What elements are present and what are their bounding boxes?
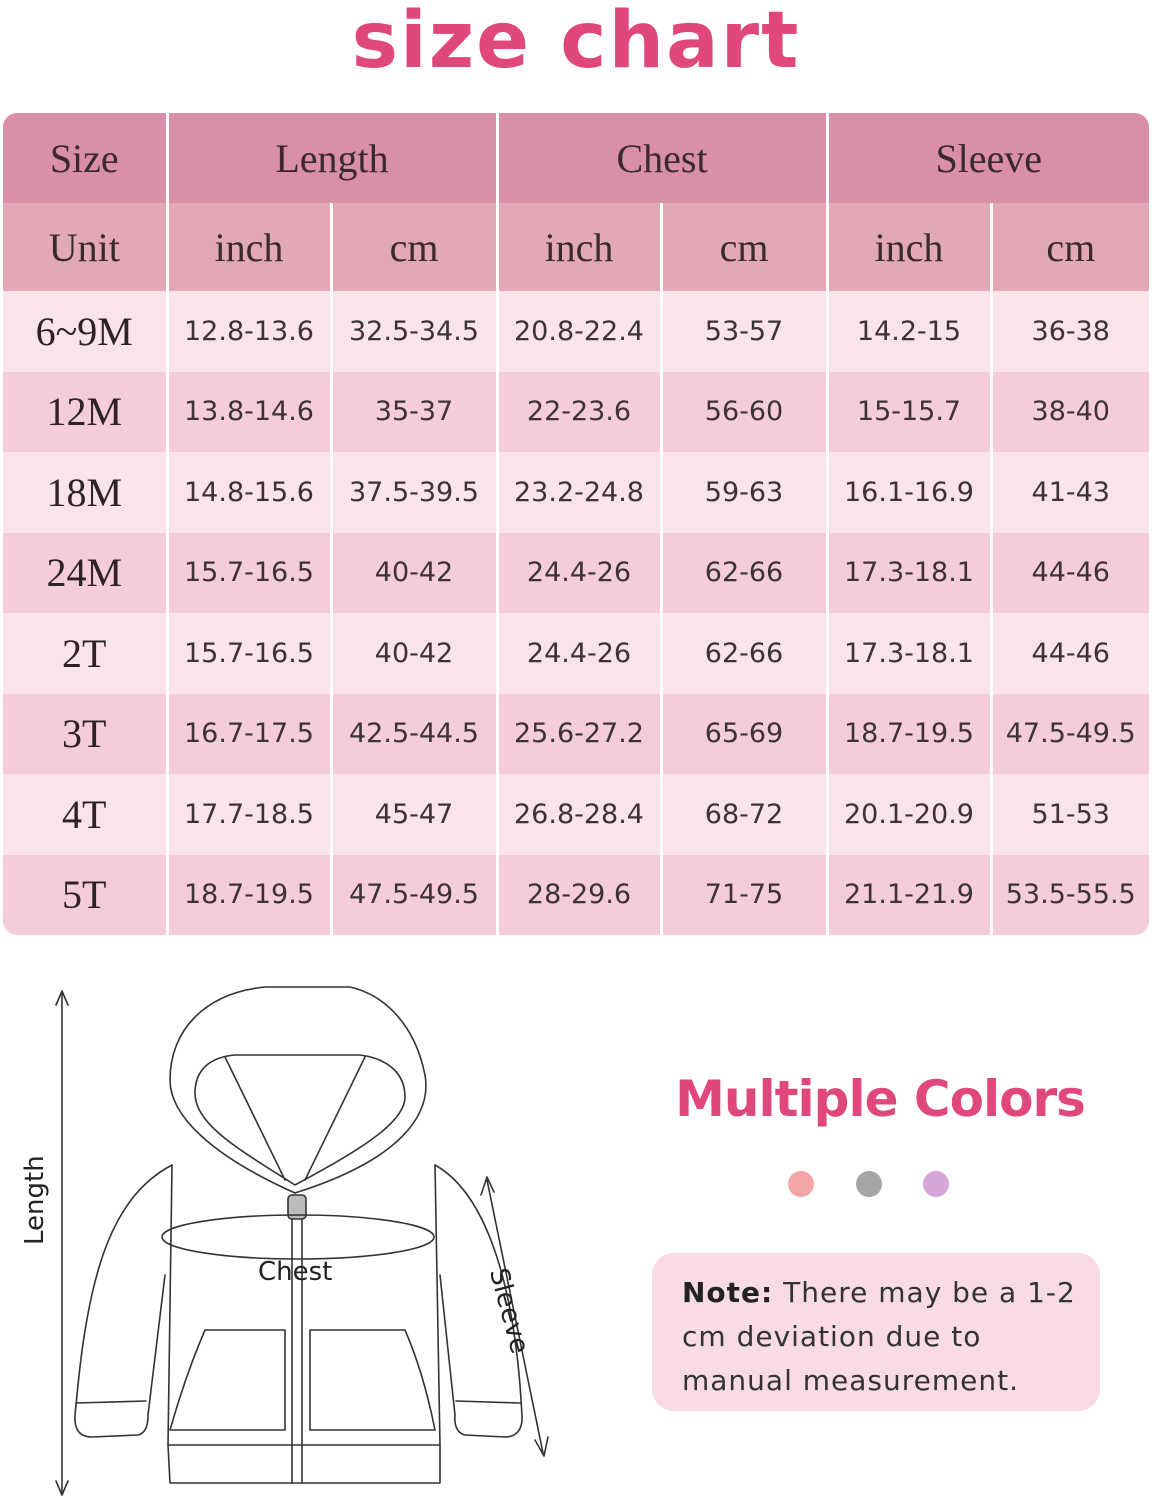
- color-swatch-gray: [856, 1171, 882, 1197]
- table-cell: 12.8-13.6: [167, 291, 331, 372]
- table-row: [3, 774, 1149, 855]
- color-swatch-purple: [923, 1171, 949, 1197]
- table-cell: 36-38: [991, 291, 1149, 372]
- table-cell: 41-43: [991, 452, 1149, 533]
- hoodie-illustration: [20, 975, 580, 1500]
- table-cell: 21.1-21.9: [827, 855, 991, 936]
- table-cell: 56-60: [661, 372, 827, 453]
- table-cell: 24.4-26: [497, 613, 661, 694]
- table-cell: 44-46: [991, 613, 1149, 694]
- table-row: [3, 452, 1149, 533]
- note-text: There may be a 1-2 cm deviation due to manual measurement.: [682, 1276, 1076, 1397]
- table-cell: 16.7-17.5: [167, 694, 331, 775]
- table-cell: 22-23.6: [497, 372, 661, 453]
- unit-row: [3, 203, 1149, 291]
- table-cell: 25.6-27.2: [497, 694, 661, 775]
- table-cell: 51-53: [991, 774, 1149, 855]
- size-cell: 18M: [3, 452, 167, 533]
- table-cell: 62-66: [661, 613, 827, 694]
- table-cell: 47.5-49.5: [331, 855, 497, 936]
- table-row: [3, 291, 1149, 372]
- page-title: size chart: [351, 0, 801, 86]
- note-box: [652, 1253, 1100, 1411]
- size-cell: 5T: [3, 855, 167, 936]
- header-sleeve: Sleeve: [827, 113, 1149, 203]
- table-cell: 17.3-18.1: [827, 533, 991, 614]
- table-cell: 68-72: [661, 774, 827, 855]
- table-cell: 32.5-34.5: [331, 291, 497, 372]
- size-cell: 6~9M: [3, 291, 167, 372]
- sleeve-label: Sleeve: [483, 1265, 535, 1357]
- table-cell: 40-42: [331, 613, 497, 694]
- table-cell: 20.8-22.4: [497, 291, 661, 372]
- table-row: [3, 613, 1149, 694]
- table-cell: 13.8-14.6: [167, 372, 331, 453]
- chest-label: Chest: [258, 1257, 333, 1287]
- table-cell: 53.5-55.5: [991, 855, 1149, 936]
- table-cell: 14.8-15.6: [167, 452, 331, 533]
- table-row: [3, 694, 1149, 775]
- size-cell: 3T: [3, 694, 167, 775]
- header-length: Length: [167, 113, 497, 203]
- hoodie-measurement-diagram: [20, 975, 580, 1500]
- table-cell: 59-63: [661, 452, 827, 533]
- table-cell: 38-40: [991, 372, 1149, 453]
- table-cell: 16.1-16.9: [827, 452, 991, 533]
- table-cell: 35-37: [331, 372, 497, 453]
- unit-sleeve-inch: inch: [827, 203, 991, 291]
- table-row: [3, 855, 1149, 936]
- table-cell: 20.1-20.9: [827, 774, 991, 855]
- header-chest: Chest: [497, 113, 827, 203]
- header-size: Size: [3, 113, 167, 203]
- unit-length-inch: inch: [167, 203, 331, 291]
- table-cell: 42.5-44.5: [331, 694, 497, 775]
- size-cell: 4T: [3, 774, 167, 855]
- length-label: Length: [20, 1155, 50, 1245]
- table-cell: 71-75: [661, 855, 827, 936]
- size-cell: 24M: [3, 533, 167, 614]
- header-group-row: [3, 113, 1149, 203]
- table-cell: 18.7-19.5: [827, 694, 991, 775]
- size-cell: 2T: [3, 613, 167, 694]
- size-chart-table: [3, 113, 1149, 935]
- multiple-colors-title: Multiple Colors: [675, 1070, 1085, 1128]
- table-cell: 15.7-16.5: [167, 533, 331, 614]
- table-cell: 44-46: [991, 533, 1149, 614]
- table-row: [3, 372, 1149, 453]
- table-cell: 53-57: [661, 291, 827, 372]
- table-cell: 45-47: [331, 774, 497, 855]
- table-cell: 28-29.6: [497, 855, 661, 936]
- table-cell: 62-66: [661, 533, 827, 614]
- table-cell: 15.7-16.5: [167, 613, 331, 694]
- header-unit: Unit: [3, 203, 167, 291]
- size-cell: 12M: [3, 372, 167, 453]
- table-cell: 47.5-49.5: [991, 694, 1149, 775]
- table-row: [3, 533, 1149, 614]
- table-cell: 24.4-26: [497, 533, 661, 614]
- table-cell: 14.2-15: [827, 291, 991, 372]
- unit-chest-cm: cm: [661, 203, 827, 291]
- color-swatch-pink: [788, 1171, 814, 1197]
- note-label: Note:: [682, 1276, 774, 1309]
- table-cell: 17.7-18.5: [167, 774, 331, 855]
- table-cell: 17.3-18.1: [827, 613, 991, 694]
- table-cell: 65-69: [661, 694, 827, 775]
- table-cell: 40-42: [331, 533, 497, 614]
- table-cell: 15-15.7: [827, 372, 991, 453]
- unit-chest-inch: inch: [497, 203, 661, 291]
- unit-length-cm: cm: [331, 203, 497, 291]
- unit-sleeve-cm: cm: [991, 203, 1149, 291]
- table-cell: 37.5-39.5: [331, 452, 497, 533]
- table-cell: 18.7-19.5: [167, 855, 331, 936]
- table-cell: 26.8-28.4: [497, 774, 661, 855]
- table-cell: 23.2-24.8: [497, 452, 661, 533]
